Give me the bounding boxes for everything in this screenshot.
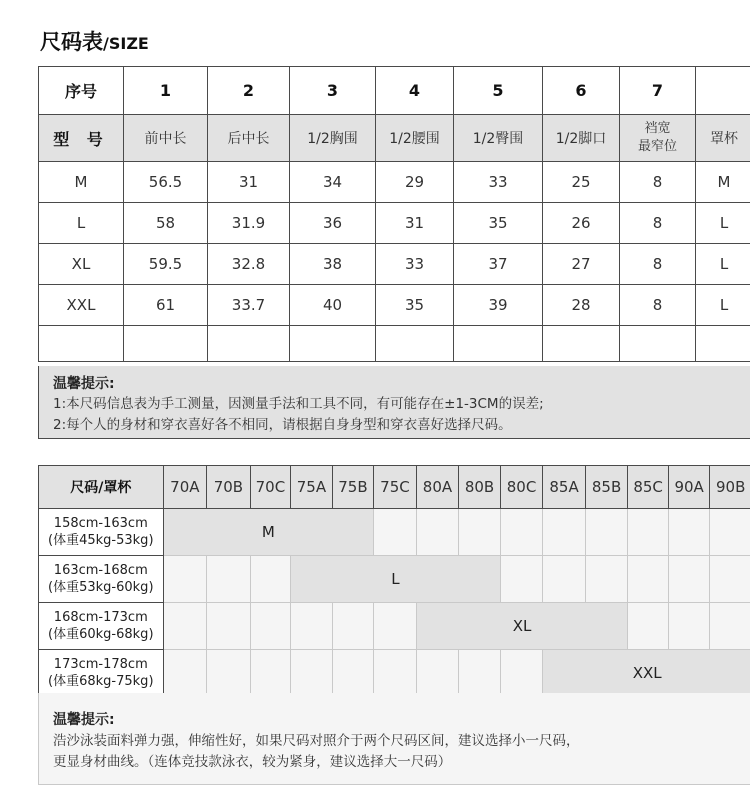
t2-cup-cell: 90B — [710, 466, 750, 509]
t1-empty-cell — [620, 326, 696, 362]
t1-cell: 61 — [124, 285, 208, 326]
t2-cell — [163, 650, 207, 697]
table-row — [39, 650, 750, 697]
table-row — [39, 509, 750, 556]
t1-header-cell: 1 — [124, 67, 208, 115]
t2-cell — [585, 509, 628, 556]
t2-cell — [628, 603, 669, 650]
table2-header-row — [39, 466, 750, 509]
t2-cell — [332, 603, 374, 650]
t1-cell: L — [696, 285, 750, 326]
t1-cell: 58 — [124, 203, 208, 244]
t1-empty-cell — [39, 326, 124, 362]
t2-cell — [207, 603, 251, 650]
t2-cell — [459, 509, 501, 556]
t1-cell: 29 — [376, 162, 454, 203]
fit-tips — [38, 693, 750, 785]
height-range: 173cm-178cm — [53, 657, 148, 672]
t2-cup-cell: 75B — [332, 466, 374, 509]
t1-cell: 31 — [376, 203, 454, 244]
t2-cup-cell: 80C — [500, 466, 543, 509]
t2-cell — [710, 556, 750, 603]
weight-range: (体重68kg-75kg) — [48, 674, 154, 689]
t1-type-cell: 裆宽 最窄位 — [620, 115, 696, 162]
t1-header-cell: 7 — [620, 67, 696, 115]
tips-line: 1:本尺码信息表为手工测量，因测量手法和工具不同，有可能存在±1-3CM的误差; — [53, 396, 544, 412]
t1-cell: 59.5 — [124, 244, 208, 285]
table1-header-row — [39, 67, 750, 115]
tips-line: 2:每个人的身材和穿衣喜好各不相同，请根据自身身型和穿衣喜好选择尺码。 — [53, 417, 512, 433]
t2-cell — [163, 556, 207, 603]
t2-cell — [250, 556, 291, 603]
t2-cup-cell: 90A — [668, 466, 710, 509]
t1-header-cell: 5 — [454, 67, 543, 115]
t1-cell: 26 — [543, 203, 620, 244]
t2-cup-cell: 85C — [628, 466, 669, 509]
t1-cell: 8 — [620, 285, 696, 326]
t1-type-cell: 1/2臀围 — [454, 115, 543, 162]
t1-cell: 38 — [290, 244, 376, 285]
t2-cell — [250, 603, 291, 650]
t2-cell — [710, 509, 750, 556]
t2-cell — [500, 650, 543, 697]
t2-cell — [207, 556, 251, 603]
weight-range: (体重60kg-68kg) — [48, 627, 154, 642]
t2-cell — [543, 556, 586, 603]
t1-cell: 56.5 — [124, 162, 208, 203]
t2-row-label — [39, 603, 164, 650]
t2-cell — [291, 603, 333, 650]
size-label: XL — [512, 617, 532, 635]
height-range: 168cm-173cm — [53, 610, 148, 625]
t1-cell: M — [696, 162, 750, 203]
t1-cell: 37 — [454, 244, 543, 285]
t1-empty-cell — [124, 326, 208, 362]
t1-header-cell: 4 — [376, 67, 454, 115]
size-band-l — [291, 556, 501, 603]
t1-cell: 31 — [208, 162, 290, 203]
t1-cell: 8 — [620, 244, 696, 285]
page-title — [40, 26, 149, 56]
t2-cell — [628, 556, 669, 603]
t2-cup-cell: 80B — [459, 466, 501, 509]
t2-cup-cell: 85A — [543, 466, 586, 509]
t2-cell — [374, 509, 417, 556]
t2-cell — [250, 650, 291, 697]
t1-cell: 39 — [454, 285, 543, 326]
t2-cell — [374, 603, 417, 650]
tips-line: 更显身材曲线。（连体竞技款泳衣，较为紧身，建议选择大一尺码） — [53, 754, 452, 770]
t1-empty-cell — [543, 326, 620, 362]
size-label: L — [391, 570, 400, 588]
tips-heading: 温馨提示: — [53, 376, 115, 392]
table-row — [39, 603, 750, 650]
t1-empty-cell — [454, 326, 543, 362]
t2-cell — [332, 650, 374, 697]
size-band-xl — [416, 603, 628, 650]
t1-cell: 28 — [543, 285, 620, 326]
tips-line: 浩沙泳装面料弹力强，伸缩性好，如果尺码对照介于两个尺码区间，建议选择小一尺码， — [53, 733, 580, 749]
height-range: 163cm-168cm — [53, 563, 148, 578]
t2-cell — [543, 509, 586, 556]
t2-cell — [500, 509, 543, 556]
title-en: /SIZE — [103, 34, 149, 53]
t1-type-cell: 1/2胸围 — [290, 115, 376, 162]
t1-header-cell: 2 — [208, 67, 290, 115]
t2-cup-cell: 75C — [374, 466, 417, 509]
t1-cell: 32.8 — [208, 244, 290, 285]
size-band-xxl — [543, 650, 750, 697]
t1-cell: 36 — [290, 203, 376, 244]
t1-cell: L — [696, 203, 750, 244]
t1-cell: 34 — [290, 162, 376, 203]
table1-type-row — [39, 115, 750, 162]
tips-heading: 温馨提示: — [53, 712, 115, 728]
size-cup-chart — [38, 465, 750, 697]
t1-type-cell: 1/2脚口 — [543, 115, 620, 162]
size-label: M — [261, 523, 275, 541]
t1-empty-cell — [290, 326, 376, 362]
t1-cell: L — [696, 244, 750, 285]
t2-cell — [668, 603, 710, 650]
table-row — [39, 162, 750, 203]
t1-type-cell: 型 号 — [39, 115, 124, 162]
t1-cell: 40 — [290, 285, 376, 326]
t1-cell: 35 — [454, 203, 543, 244]
t2-cell — [668, 509, 710, 556]
t2-cell — [291, 650, 333, 697]
table-row — [39, 285, 750, 326]
measurement-tips — [38, 366, 750, 439]
t1-cell: 33 — [454, 162, 543, 203]
t2-cell — [416, 509, 459, 556]
table-row — [39, 244, 750, 285]
title-main: 尺码表 — [40, 30, 103, 54]
t1-header-cell: 3 — [290, 67, 376, 115]
t2-cell — [585, 556, 628, 603]
t1-type-cell: 1/2腰围 — [376, 115, 454, 162]
size-measurement-table — [38, 66, 750, 362]
t1-empty-cell — [696, 326, 750, 362]
t1-cell: 8 — [620, 203, 696, 244]
t1-cell: 25 — [543, 162, 620, 203]
t1-cell: L — [39, 203, 124, 244]
t2-cup-cell: 85B — [585, 466, 628, 509]
t1-empty-cell — [376, 326, 454, 362]
t2-cup-cell: 70B — [207, 466, 251, 509]
weight-range: (体重45kg-53kg) — [48, 533, 154, 548]
t1-header-cell — [696, 67, 750, 115]
size-label: XXL — [632, 664, 662, 682]
t2-cell — [163, 603, 207, 650]
t1-cell: 31.9 — [208, 203, 290, 244]
t2-cell — [207, 650, 251, 697]
t1-cell: 33.7 — [208, 285, 290, 326]
t2-cup-cell: 70C — [250, 466, 291, 509]
t2-cup-cell: 75A — [291, 466, 333, 509]
t1-header-cell: 序号 — [39, 67, 124, 115]
t2-row-label — [39, 556, 164, 603]
t1-type-cell: 前中长 — [124, 115, 208, 162]
t1-cell: XL — [39, 244, 124, 285]
t2-cup-cell: 70A — [163, 466, 207, 509]
t2-cell — [628, 509, 669, 556]
t2-cell — [374, 650, 417, 697]
weight-range: (体重53kg-60kg) — [48, 580, 154, 595]
t2-cell — [668, 556, 710, 603]
t2-cell — [459, 650, 501, 697]
t1-cell: M — [39, 162, 124, 203]
t1-cell: 35 — [376, 285, 454, 326]
t1-type-cell: 后中长 — [208, 115, 290, 162]
size-band-m — [163, 509, 374, 556]
t2-cell — [500, 556, 543, 603]
t1-header-cell: 6 — [543, 67, 620, 115]
t1-type-cell: 罩杯 — [696, 115, 750, 162]
table-row-empty — [39, 326, 750, 362]
t2-corner-cell: 尺码/罩杯 — [39, 466, 164, 509]
table-row — [39, 203, 750, 244]
t1-empty-cell — [208, 326, 290, 362]
t1-cell: 33 — [376, 244, 454, 285]
t2-row-label — [39, 509, 164, 556]
height-range: 158cm-163cm — [53, 516, 148, 531]
table-row — [39, 556, 750, 603]
t2-cell — [416, 650, 459, 697]
t2-cell — [710, 603, 750, 650]
t2-row-label — [39, 650, 164, 697]
t1-cell: 8 — [620, 162, 696, 203]
t1-cell: 27 — [543, 244, 620, 285]
t2-cup-cell: 80A — [416, 466, 459, 509]
t1-cell: XXL — [39, 285, 124, 326]
